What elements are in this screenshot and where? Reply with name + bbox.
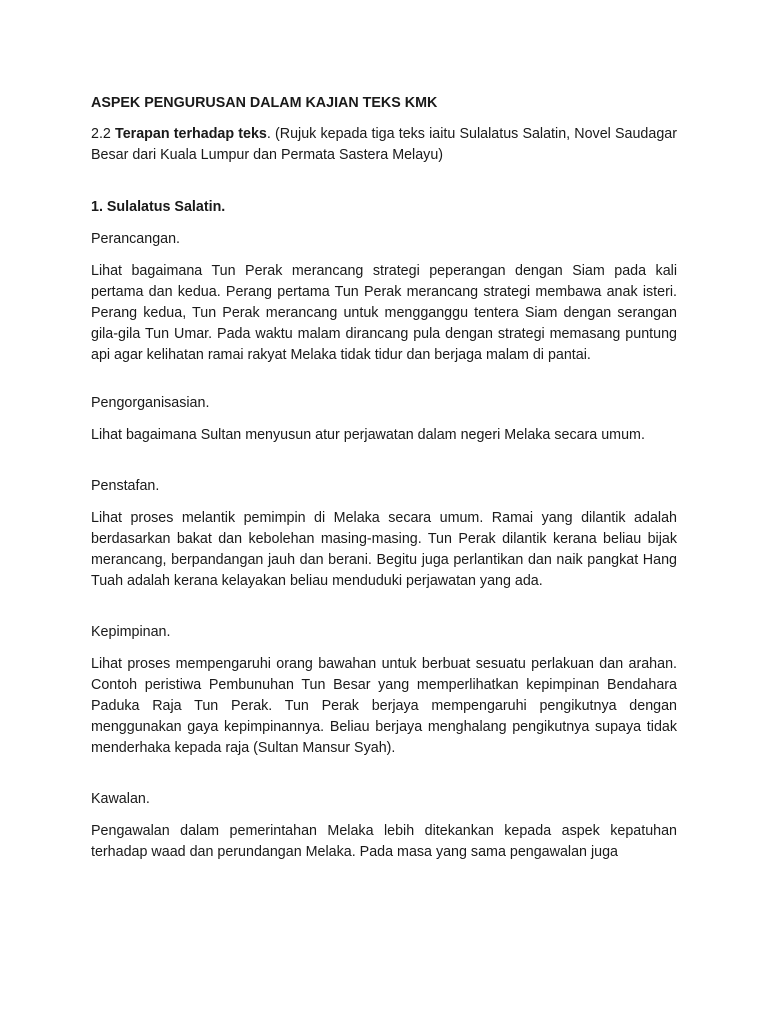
intro-paragraph bbox=[91, 124, 677, 166]
sub-heading-kepimpinan: Kepimpinan. bbox=[91, 624, 171, 640]
section-heading: 1. Sulalatus Salatin. bbox=[91, 199, 226, 215]
paragraph-kepimpinan: Lihat proses mempengaruhi orang bawahan untuk berbuat sesuatu perlakuan dan arahan. Contoh peristiwa Pembunuhan Tun Besar yang memperlihatkan kepimpinan Bendahara Paduka Raja Tun Perak. Tun Perak berjaya mempengaruhi pengikutnya dengan menggunakan gaya kepimpinannya. Beliau berjaya menghalang pengikutnya supaya tidak menderhaka kepada raja (Sultan Mansur Syah). bbox=[91, 656, 677, 756]
paragraph-perancangan: Lihat bagaimana Tun Perak merancang strategi peperangan dengan Siam pada kali pertama dan kedua. Perang pertama Tun Perak merancang strategi membawa anak isteri. Perang kedua, Tun Perak merancang untuk mengganggu tentera Siam dengan serangan gila-gila Tun Umar. Pada waktu malam dirancang pula dengan strategi memasang puntung api agar kelihatan ramai rakyat Melaka tidak tidur dan berjaga malam di pantai. bbox=[91, 263, 677, 363]
sub-heading-perancangan: Perancangan. bbox=[91, 231, 181, 247]
document-title: ASPEK PENGURUSAN DALAM KAJIAN TEKS KMK bbox=[91, 95, 438, 111]
sub-heading-pengorganisasian: Pengorganisasian. bbox=[91, 395, 210, 411]
paragraph-penstafan: Lihat proses melantik pemimpin di Melaka secara umum. Ramai yang dilantik adalah berdasarkan bakat dan kebolehan masing-masing. Tun Perak dilantik kerana beliau bijak merancang, berpandangan jauh dan berani. Begitu juga perlantikan dan naik pangkat Hang Tuah adalah kerana kelayakan beliau menduduki perjawatan yang ada. bbox=[91, 510, 677, 589]
paragraph-pengorganisasian: Lihat bagaimana Sultan menyusun atur perjawatan dalam negeri Melaka secara umum. bbox=[91, 427, 645, 443]
sub-heading-kawalan: Kawalan. bbox=[91, 791, 150, 807]
intro-bold-term: Terapan terhadap teks bbox=[115, 126, 267, 142]
intro-number: 2.2 bbox=[91, 126, 111, 142]
paragraph-kawalan: Pengawalan dalam pemerintahan Melaka lebih ditekankan kepada aspek kepatuhan terhadap waad dan perundangan Melaka. Pada masa yang sama pengawalan juga bbox=[91, 823, 677, 860]
document-page bbox=[91, 93, 677, 893]
intro-rest: . (Rujuk kepada tiga teks iaitu Sulalatus Salatin, Novel Saudagar Besar dari Kuala Lumpur dan Permata Sastera Melayu) bbox=[91, 126, 677, 163]
sub-heading-penstafan: Penstafan. bbox=[91, 478, 160, 494]
